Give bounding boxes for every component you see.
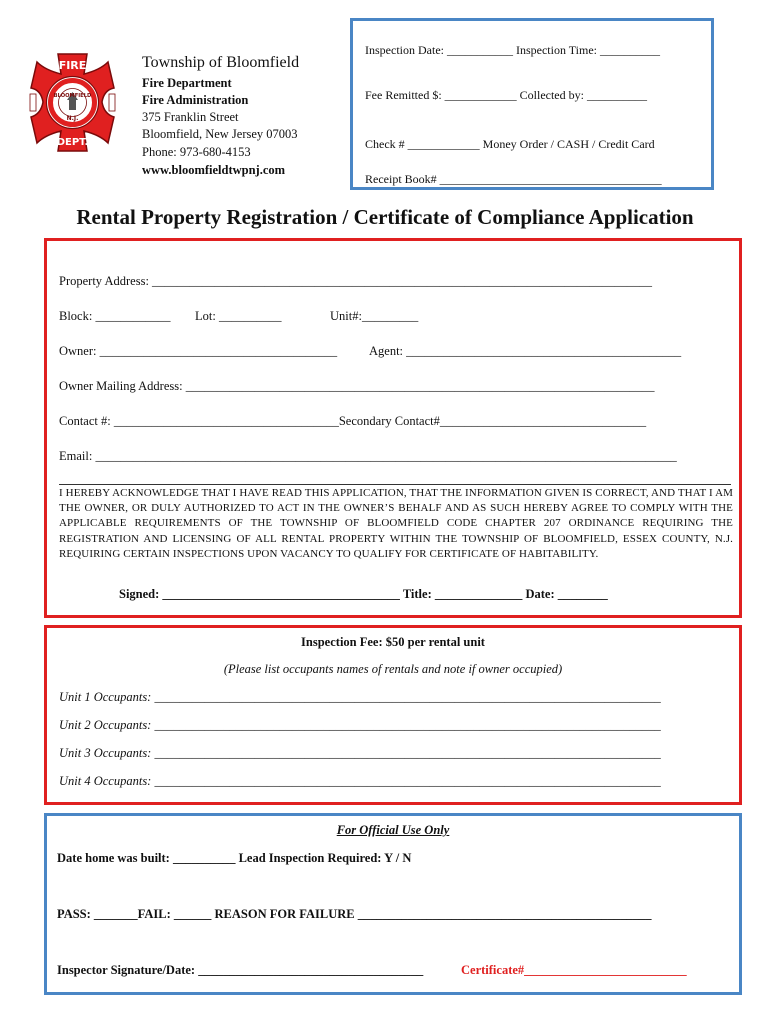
email-field[interactable]: Email: _____________________________________________________________________________________________: [59, 449, 677, 463]
logo-bottom-text: DEPT.: [56, 137, 89, 148]
form-title: Rental Property Registration / Certificate of Compliance Application: [76, 205, 694, 229]
official-use-section: [44, 813, 742, 995]
unit-3-occupants-field[interactable]: Unit 3 Occupants: _________________________________________________________________________________: [59, 746, 661, 760]
official-use-title: For Official Use Only: [336, 823, 450, 837]
logo-state-text: N.J.: [66, 115, 79, 122]
mailing-address-field[interactable]: Owner Mailing Address: ___________________________________________________________________________: [59, 379, 655, 393]
contact-field[interactable]: Contact #: ____________________________________Secondary Contact#_________________________________: [59, 414, 647, 428]
fee-collected-field[interactable]: Fee Remitted $: ____________ Collected by: __________: [365, 88, 647, 102]
pass-fail-field[interactable]: PASS: _______FAIL: ______ REASON FOR FAILURE _______________________________________________: [57, 907, 652, 921]
acknowledgement-text: I HEREBY ACKNOWLEDGE THAT I HAVE READ THIS APPLICATION, THAT THE INFORMATION GIVEN IS CORRECT, AND THAT I AM THE OWNER, OR DULY AUTHORIZED TO ACT IN THE OWNER’S BEHALF AND AS SUCH HEREBY AGREE TO COMPLY WITH THE APPLICABLE REQUIREMENTS OF THE TOWNSHIP OF BLOOMFIELD CODE CHAPTER 207 ORDINANCE REQUIRING THE REGISTRATION AND LICENSING OF ALL RENTAL PROPERTY WITHIN THE TOWNSHIP OF BLOOMFIELD, ESSEX COUNTY, N.J. REQUIRING CERTAIN INSPECTIONS UPON VACANCY TO QUALIFY FOR CERTIFICATE OF HABITABILITY.: [59, 487, 733, 560]
fire-department-logo: [20, 50, 125, 155]
inspection-date-time-field[interactable]: Inspection Date: ___________ Inspection Time: __________: [365, 43, 660, 57]
phone-number: Phone: 973-680-4153: [142, 145, 251, 159]
occupants-section: [44, 625, 742, 805]
inspector-signature-field[interactable]: Inspector Signature/Date: ____________________________________: [57, 963, 424, 977]
website-link[interactable]: www.bloomfieldtwpnj.com: [142, 163, 286, 177]
date-built-field[interactable]: Date home was built: __________ Lead Inspection Required: Y / N: [57, 851, 412, 865]
payment-method-field[interactable]: Check # ____________ Money Order / CASH / Credit Card: [365, 137, 655, 151]
unit-1-occupants-field[interactable]: Unit 1 Occupants: _________________________________________________________________________________: [59, 690, 661, 704]
logo-middle-text: BLOOMFIELD: [53, 93, 92, 99]
department-name: Fire Department: [142, 76, 232, 90]
property-section: [44, 238, 742, 618]
org-name: Township of Bloomfield: [142, 54, 300, 71]
owner-field[interactable]: Owner: ______________________________________: [59, 344, 338, 358]
certificate-number-field[interactable]: Certificate#__________________________: [461, 963, 687, 977]
agent-field[interactable]: Agent: ____________________________________________: [369, 344, 682, 358]
property-address-field[interactable]: Property Address: ________________________________________________________________________________: [59, 274, 653, 288]
unit-field[interactable]: Unit#:_________: [330, 309, 419, 323]
street-address: 375 Franklin Street: [142, 110, 239, 124]
unit-2-occupants-field[interactable]: Unit 2 Occupants: _________________________________________________________________________________: [59, 718, 661, 732]
occupants-instructions: (Please list occupants names of rentals and note if owner occupied): [223, 662, 563, 676]
block-field[interactable]: Block: ____________: [59, 309, 171, 323]
inspection-fee-text: Inspection Fee: $50 per rental unit: [301, 635, 485, 649]
division-name: Fire Administration: [142, 93, 249, 107]
signature-field[interactable]: Signed: ______________________________________ Title: ______________ Date: ________: [119, 587, 608, 601]
city-address: Bloomfield, New Jersey 07003: [142, 127, 298, 141]
inspection-box: [350, 18, 714, 190]
receipt-book-field[interactable]: Receipt Book# _____________________________________: [365, 172, 662, 186]
logo-top-text: FIRE: [58, 59, 87, 72]
unit-4-occupants-field[interactable]: Unit 4 Occupants: _________________________________________________________________________________: [59, 774, 661, 788]
divider: [59, 484, 731, 485]
lot-field[interactable]: Lot: __________: [195, 309, 282, 323]
